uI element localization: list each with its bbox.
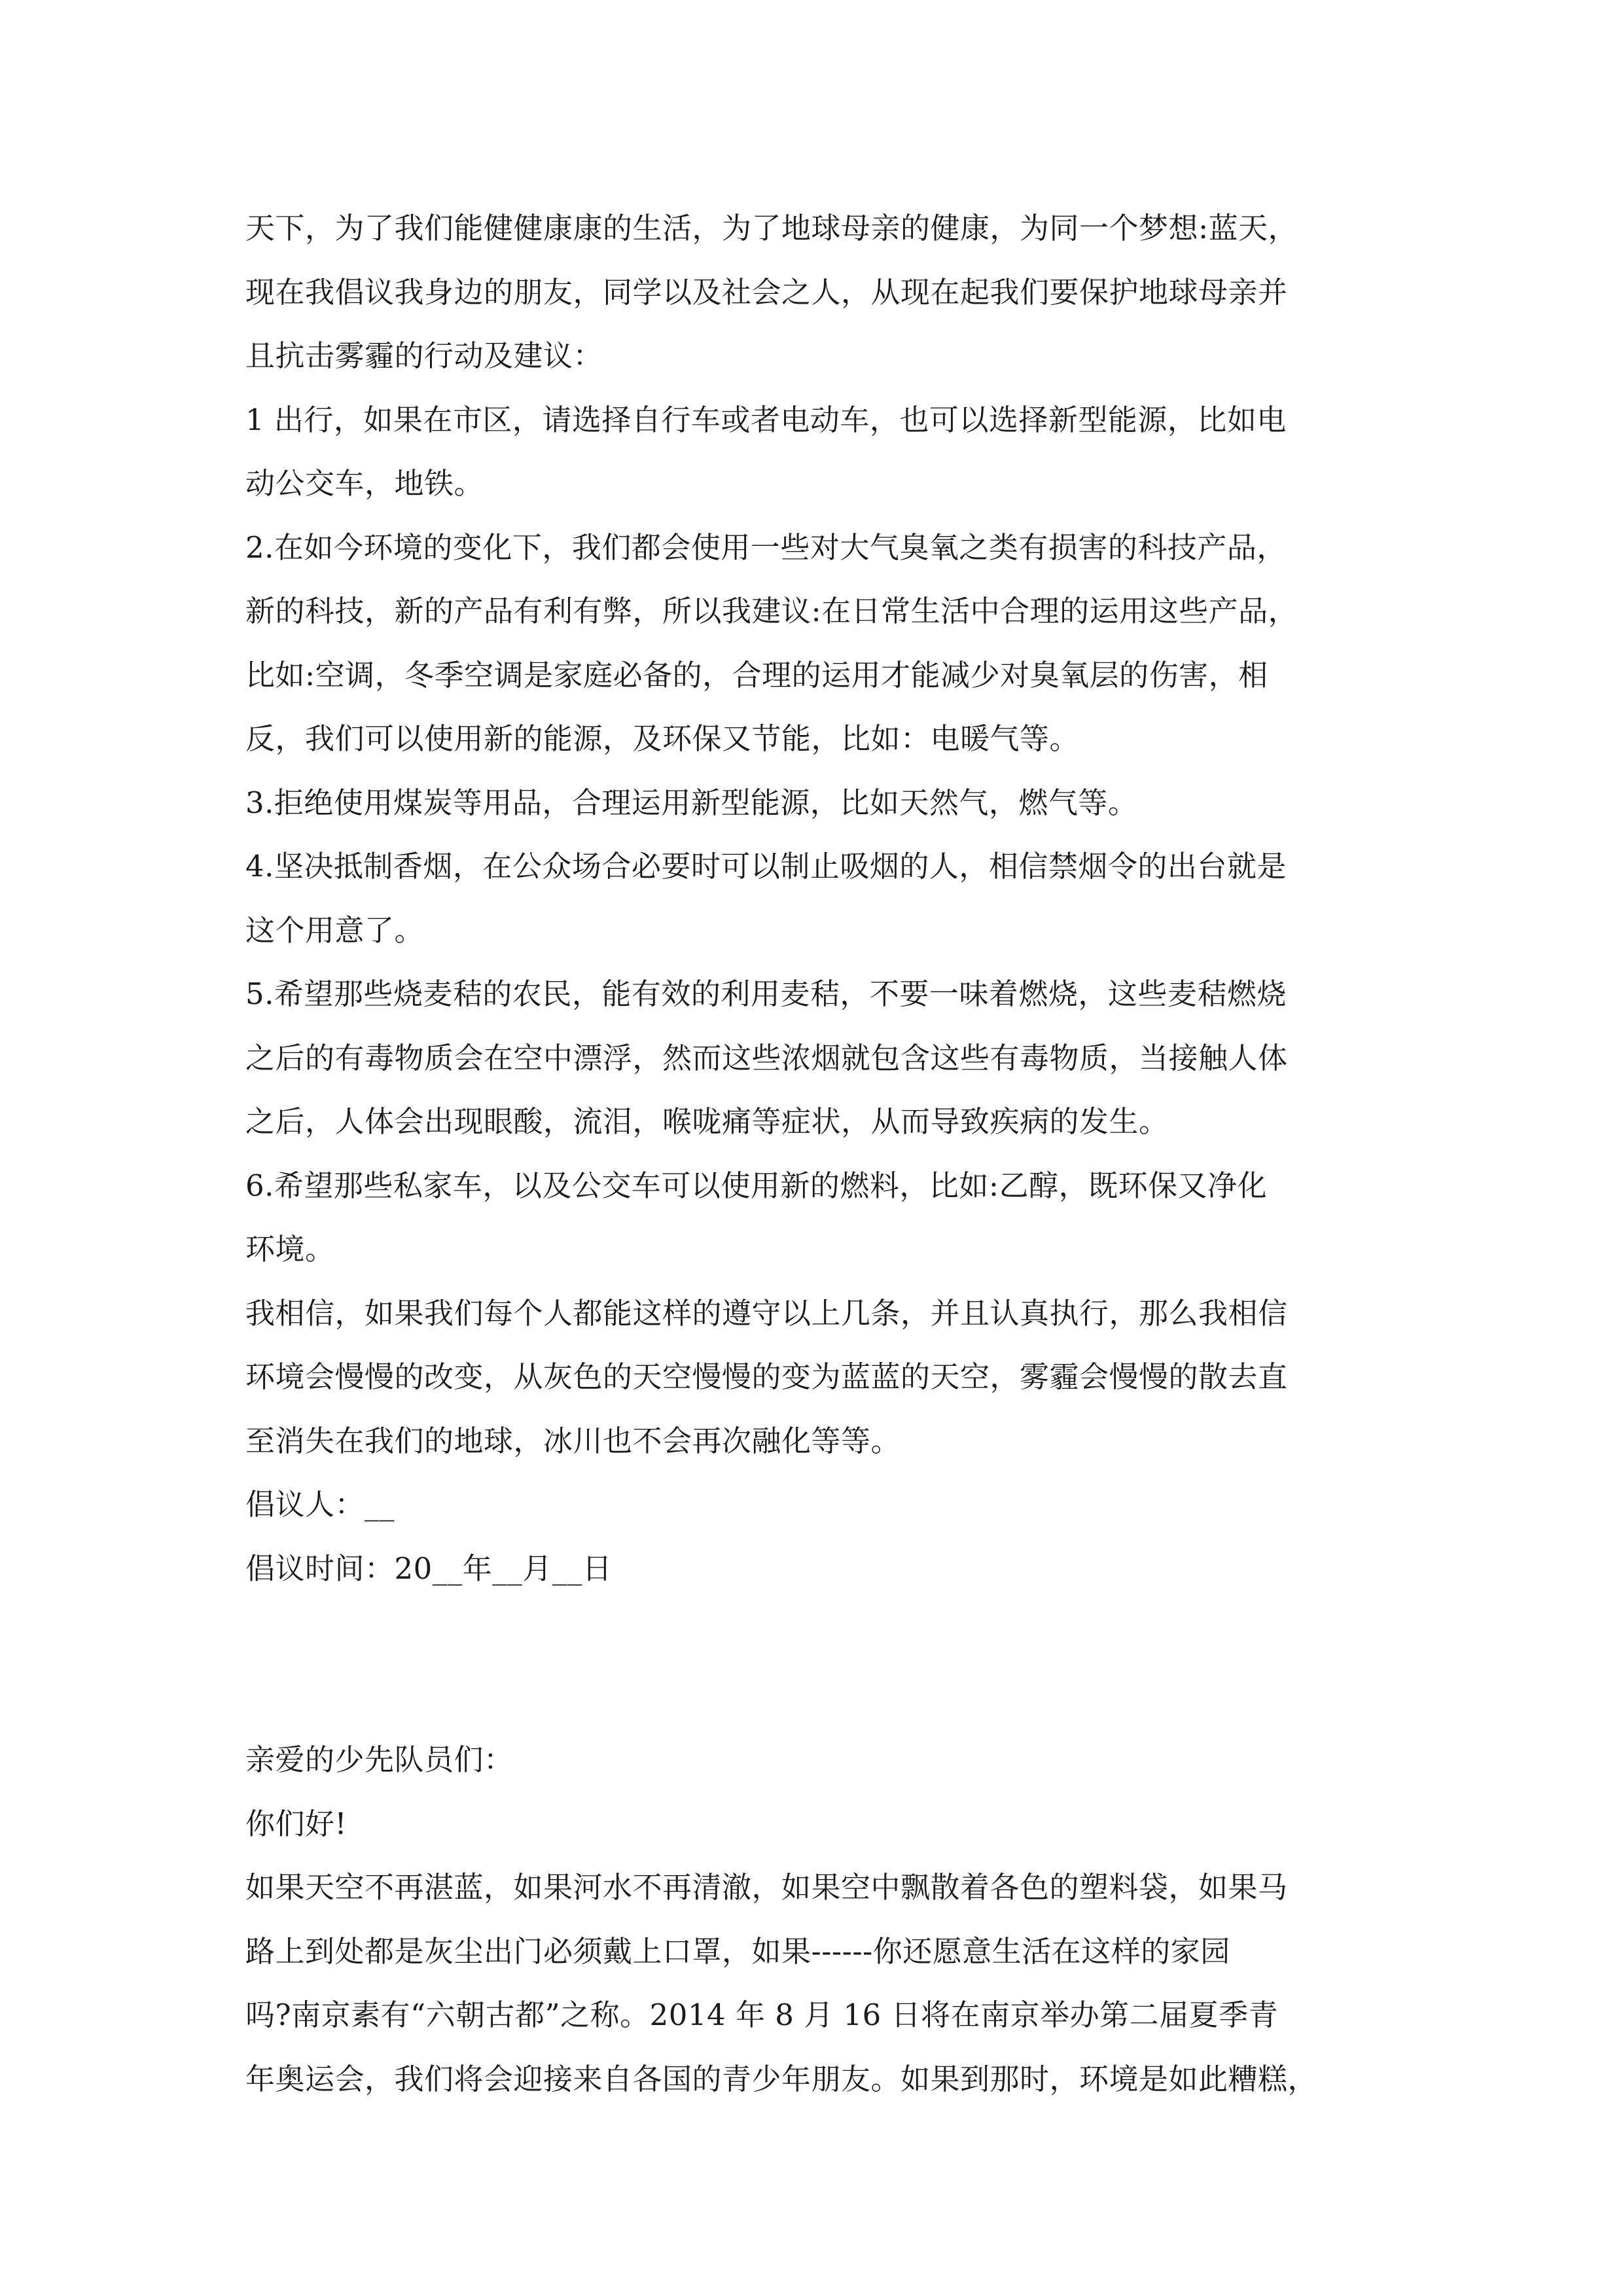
text-line: 新的科技，新的产品有利有弊，所以我建议:在日常生活中合理的运用这些产品， — [245, 594, 1298, 628]
letter-section — [245, 1728, 1384, 2111]
text-line: 如果天空不再湛蓝，如果河水不再清澈，如果空中飘散着各色的塑料袋，如果马 — [245, 1870, 1288, 1905]
text-line: 且抗击雾霾的行动及建议： — [245, 338, 603, 373]
text-line: 比如:空调，冬季空调是家庭必备的，合理的运用才能减少对臭氧层的伤害，相 — [245, 657, 1268, 692]
text-line: 4.坚决抵制香烟，在公众场合必要时可以制止吸烟的人，相信禁烟令的出台就是 — [245, 849, 1287, 884]
text-line: 吗?南京素有“六朝古都”之称。2014 年 8 月 16 日将在南京举办第二届夏季青 — [245, 1998, 1279, 2032]
text-line: 2.在如今环境的变化下，我们都会使用一些对大气臭氧之类有损害的科技产品， — [245, 529, 1287, 565]
text-line: 环境会慢慢的改变，从灰色的天空慢慢的变为蓝蓝的天空，雾霾会慢慢的散去直 — [245, 1359, 1288, 1394]
text-line: 6.希望那些私家车，以及公交车可以使用新的燃料，比如:乙醇，既环保又净化 — [245, 1168, 1268, 1203]
salutation: 亲爱的少先队员们： — [245, 1742, 514, 1777]
text-line: 我相信，如果我们每个人都能这样的遵守以上几条，并且认真执行，那么我相信 — [245, 1295, 1288, 1331]
text-line: 反，我们可以使用新的能源，及环保又节能，比如：电暖气等。 — [245, 721, 1080, 756]
text-line: 环境。 — [245, 1232, 335, 1266]
text-line: 至消失在我们的地球，冰川也不会再次融化等等。 — [245, 1423, 901, 1458]
text-line: 年奥运会，我们将会迎接来自各国的青少年朋友。如果到那时，环境是如此糟糕， — [245, 2061, 1318, 2096]
proposer-line: 倡议人：__ — [245, 1487, 395, 1522]
proposal-section — [245, 196, 1384, 1600]
text-line: 动公交车，地铁。 — [245, 466, 484, 501]
text-line: 3.拒绝使用煤炭等用品，合理运用新型能源，比如天然气，燃气等。 — [245, 785, 1138, 820]
text-line: 现在我倡议我身边的朋友，同学以及社会之人，从现在起我们要保护地球母亲并 — [245, 274, 1288, 310]
text-line: 路上到处都是灰尘出门必须戴上口罩，如果------你还愿意生活在这样的家园 — [245, 1933, 1230, 1969]
text-line: 这个用意了。 — [245, 912, 425, 948]
section-gap — [245, 1600, 1384, 1728]
text-line: 之后的有毒物质会在空中漂浮，然而这些浓烟就包含这些有毒物质，当接触人体 — [245, 1040, 1288, 1075]
text-line: 之后，人体会出现眼酸，流泪，喉咙痛等症状，从而导致疾病的发生。 — [245, 1104, 1169, 1139]
text-line: 天下，为了我们能健健康康的生活，为了地球母亲的健康，为同一个梦想:蓝天， — [245, 211, 1298, 245]
proposal-date-line: 倡议时间：20__年__月__日 — [245, 1551, 613, 1586]
document-body — [245, 196, 1384, 2111]
greeting: 你们好! — [245, 1806, 348, 1841]
text-line: 5.希望那些烧麦秸的农民，能有效的利用麦秸，不要一味着燃烧，这些麦秸燃烧 — [245, 977, 1287, 1011]
text-line: 1 出行，如果在市区，请选择自行车或者电动车，也可以选择新型能源，比如电 — [245, 402, 1287, 437]
